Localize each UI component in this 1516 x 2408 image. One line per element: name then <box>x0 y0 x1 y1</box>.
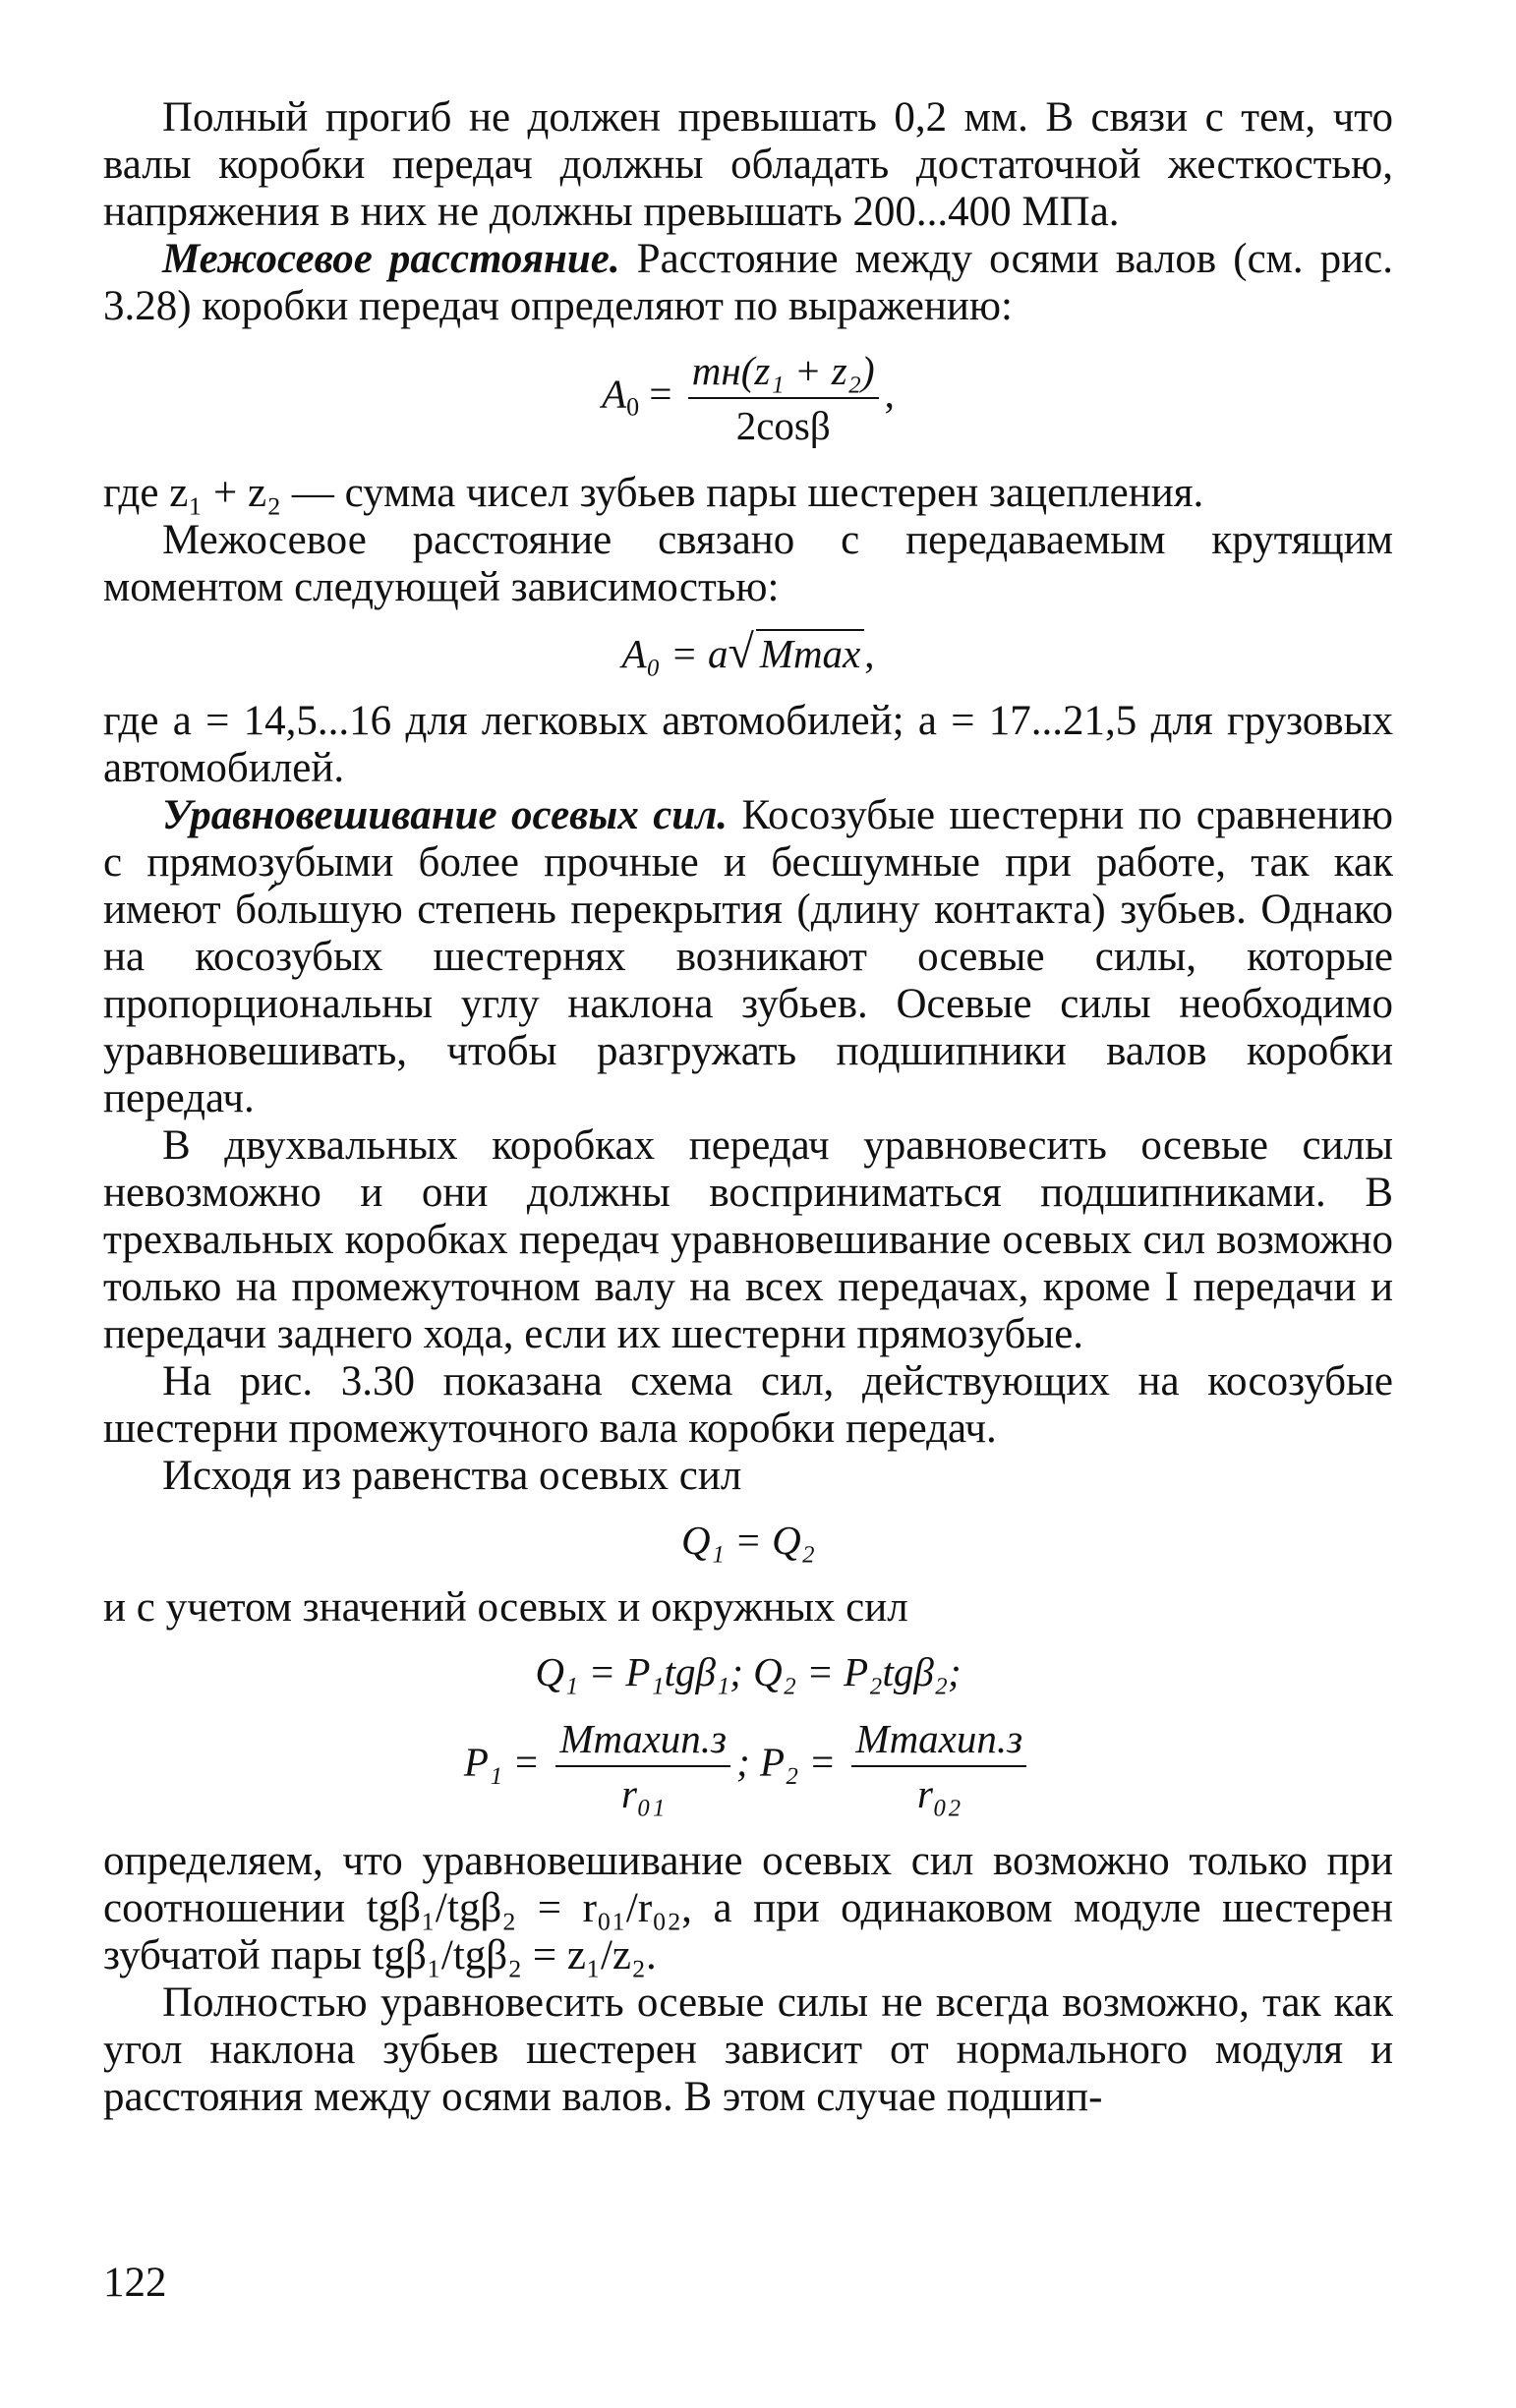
page-body <box>103 94 1393 2121</box>
paragraph-two-shaft: В двухвальных коробках передач уравновесить осевые силы невозможно и они должны восприниматься подшипниками. В трехвальных коробках передач уравновешивание осевых сил возможно только на промежуточном валу на всех передачах, кроме I передачи и передачи заднего хода, если их шестерни прямозубые. <box>103 1122 1393 1357</box>
formula-p1-fraction <box>555 1716 730 1816</box>
formula-torque: A₀ = a√ Mmax, <box>621 626 875 678</box>
formula-a0-subscript: 0 <box>626 392 640 422</box>
formula-p2-numerator: Mmaxuп.з <box>851 1716 1026 1767</box>
formula-circumferential-forces <box>103 1716 1393 1816</box>
formula-p1-numerator: Mmaxuп.з <box>555 1716 730 1767</box>
paragraph-ratio-condition: определяем, что уравновешивание осевых сил возможно только при соотношении tgβ₁/tgβ₂ = r₀₁/r₀₂, а при одинаковом модуле шестерен зубчатой пары tgβ₁/tgβ₂ = z₁/z₂. <box>103 1838 1393 1978</box>
formula-axial-equality: Q₁ = Q₂ <box>681 1518 815 1563</box>
formula-p2-lhs: ; P₂ = <box>736 1739 837 1785</box>
formula-axial-forces: Q₁ = P₁tgβ₁; Q₂ = P₂tgβ₂; <box>535 1649 962 1694</box>
heading-center-distance: Межосевое расстояние. <box>162 236 620 282</box>
paragraph-center-distance-text: Расстояние между осями валов (см. рис. 3.28) коробки передач определяют по выражению: <box>103 236 1393 329</box>
formula-p2-denominator: r₀₂ <box>917 1771 962 1816</box>
paragraph-deflection: Полный прогиб не должен превышать 0,2 мм. В связи с тем, что валы коробки передач должны обладать достаточной жесткостью, напряжения в них не должны превышать 200...400 МПа. <box>103 94 1393 235</box>
formula-a0-symbol: A <box>602 371 627 417</box>
paragraph-center-distance <box>103 236 1393 330</box>
paragraph-figure-ref: На рис. 3.30 показана схема сил, действующих на косозубые шестерни промежуточного вала коробки передач. <box>103 1358 1393 1452</box>
formula-torque-radicand: Mmax <box>756 629 864 676</box>
paragraph-torque-relation: Межосевое расстояние связано с передаваемым крутящим моментом следующей зависимостью: <box>103 517 1393 610</box>
formula-p1-denominator: r₀₁ <box>620 1771 666 1816</box>
formula-denominator: 2cosβ <box>735 403 831 448</box>
formula-center-distance-fraction <box>688 348 879 448</box>
formula-center-distance: $A_0$ = $\frac{\text{mн(z₁ + z₂)}}{2\cos\beta}$ , <box>602 348 895 448</box>
paragraph-axial-balancing-text: Косозубые шестерни по сравнению с прямозубыми более прочные и бесшумные при работе, так как имеют бо́льшую степень перекрытия (длину контакта) зубьев. Однако на косозубых шестернях возникают осевые силы, которые пропорциональны углу наклона зубьев. Осевые силы необходимо уравновешивать, чтобы разгружать подшипники валов коробки передач. <box>103 792 1393 1121</box>
paragraph-coefficient-a: где a = 14,5...16 для легковых автомобилей; a = 17...21,5 для грузовых автомобилей. <box>103 698 1393 791</box>
paragraph-equality: Исходя из равенства осевых сил <box>162 1453 742 1499</box>
formula-torque-lhs: A₀ = a <box>621 631 729 676</box>
formula-numerator: mн(z₁ + z₂) <box>688 348 879 399</box>
paragraph-teeth-sum: где z₁ + z₂ — сумма чисел зубьев пары шестерен зацепления. <box>103 470 1204 516</box>
formula-p1-lhs: P₁ = <box>463 1739 541 1785</box>
heading-axial-balancing: Уравновешивание осевых сил. <box>162 792 729 838</box>
paragraph-full-balance: Полностью уравновесить осевые силы не всегда возможно, так как угол наклона зубьев шестерен зависит от нормального модуля и расстояния между осями валов. В этом случае подшип- <box>103 1979 1393 2120</box>
formula-p2-fraction <box>851 1716 1026 1816</box>
page-number: 122 <box>103 2260 167 2306</box>
paragraph-forces-values: и с учетом значений осевых и окружных сил <box>103 1584 908 1631</box>
paragraph-axial-balancing <box>103 792 1393 1122</box>
